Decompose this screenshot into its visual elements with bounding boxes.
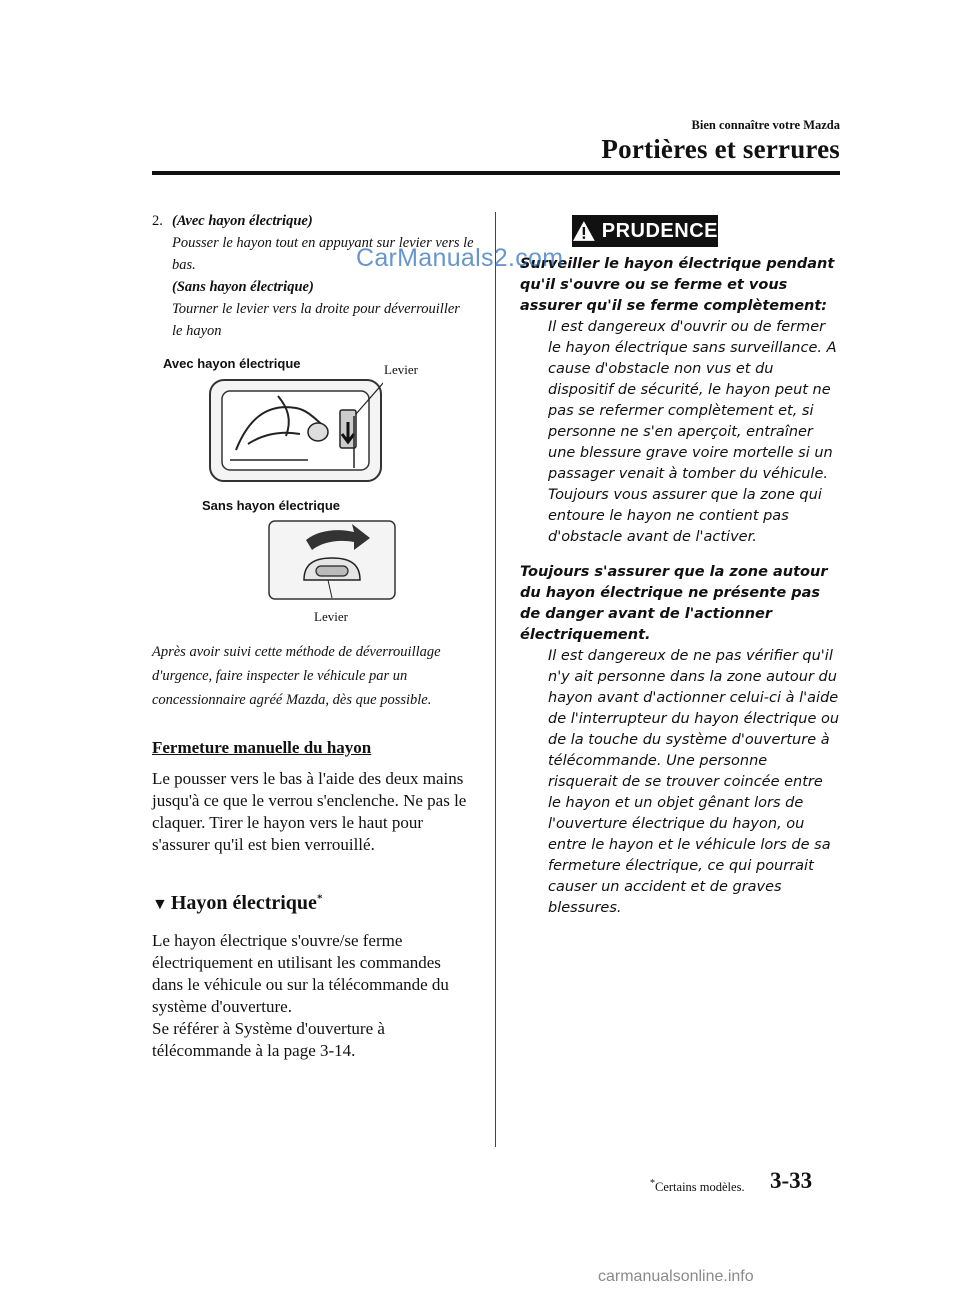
watermark-bottom: carmanualsonline.info xyxy=(598,1268,754,1285)
figure-callout-lever: Levier xyxy=(384,362,418,377)
caution-block1-title: Surveiller le hayon électrique pendant qu'il s'ouvre ou se ferme et vous assurer qu'il se ferme complètement: xyxy=(520,256,835,314)
caution-badge xyxy=(572,215,718,247)
manual-liftgate-lever-illustration xyxy=(268,520,396,600)
step-label-without-power: (Sans hayon électrique) xyxy=(172,279,314,295)
column-divider xyxy=(495,212,496,1147)
caution-content xyxy=(520,254,840,919)
section-marker-icon: ▼ xyxy=(152,896,168,913)
caution-block2-paragraph1: Il est dangereux de ne pas vérifier qu'il n'y ait personne dans la zone autour du hayon avant d'actionner celui-ci à l'aide de l'interrupteur du hayon électrique ou de la touche du système d'ouverture à télécommande. Une personne risquerait de se trouver coincée entre le hayon et un objet gênant lors de l'ouverture électrique du hayon, ou entre le hayon et le véhicule lors de sa fermeture électrique, ce qui pourrait causer un accident et de graves blessures. xyxy=(548,648,840,916)
figure-caption-with-power: Avec hayon électrique xyxy=(163,356,301,371)
step-number: 2. xyxy=(152,213,163,229)
figure2-callout-lever: Levier xyxy=(314,609,348,624)
power-liftgate-text-2: Se référer à Système d'ouverture à télécommande à la page 3-14. xyxy=(152,1019,385,1060)
footer-asterisk: * xyxy=(650,1178,655,1189)
step-text-without-power: Tourner le levier vers la droite pour déverrouiller le hayon xyxy=(172,301,460,339)
header-rule xyxy=(152,171,840,175)
footer-note-text: Certains modèles. xyxy=(655,1180,745,1195)
step-text-with-power: Pousser le hayon tout en appuyant sur levier vers le bas. xyxy=(172,235,474,273)
power-liftgate-text-1: Le hayon électrique s'ouvre/se ferme électriquement en utilisant les commandes dans le véhicule ou sur la télécommande du système d'ouverture. xyxy=(152,931,449,1016)
warning-icon xyxy=(572,220,596,242)
power-liftgate-heading xyxy=(152,892,474,915)
caution-block1-paragraph1: Il est dangereux d'ouvrir ou de fermer le hayon électrique sans surveillance. A cause d'obstacle non vus et du dispositif de sécurité, le hayon peut ne pas se refermer complètement et, si personne ne s'en aperçoit, entraîner une blessure grave voire mortelle si un passager venait à tomber du véhicule. xyxy=(548,319,837,482)
manual-close-text: Le pousser vers le bas à l'aide des deux mains jusqu'à ce que le verrou s'enclenche. Ne pas le claquer. Tirer le hayon vers le haut pour s'assurer qu'il est bien verrouillé. xyxy=(152,769,467,854)
caution-block1-paragraph2: Toujours vous assurer que la zone qui entoure le hayon ne contient pas d'obstacle avant de l'activer. xyxy=(548,487,822,545)
optional-asterisk: * xyxy=(316,892,323,905)
header-subtitle: Bien connaître votre Mazda xyxy=(691,118,840,132)
manual-close-heading: Fermeture manuelle du hayon xyxy=(152,738,372,757)
caution-block2-title: Toujours s'assurer que la zone autour du hayon électrique ne présente pas de danger avant de l'actionner électriquement. xyxy=(520,564,828,643)
footer-note xyxy=(650,1178,745,1195)
step-label-with-power: (Avec hayon électrique) xyxy=(172,213,313,229)
power-liftgate-lever-illustration xyxy=(208,378,383,483)
step-2 xyxy=(152,210,474,342)
power-liftgate-title: Hayon électrique xyxy=(170,892,317,914)
page-number: 3-33 xyxy=(770,1168,813,1193)
page-title: Portières et serrures xyxy=(601,134,840,164)
after-procedure-note: Après avoir suivi cette méthode de déverrouillage d'urgence, faire inspecter le véhicule par un concessionnaire agréé Mazda, dès que possible. xyxy=(152,644,441,708)
figure-caption-without-power: Sans hayon électrique xyxy=(202,498,340,513)
caution-label: PRUDENCE xyxy=(601,219,718,242)
power-liftgate-text xyxy=(152,930,474,1062)
watermark-top: CarManuals2.com xyxy=(356,244,564,272)
